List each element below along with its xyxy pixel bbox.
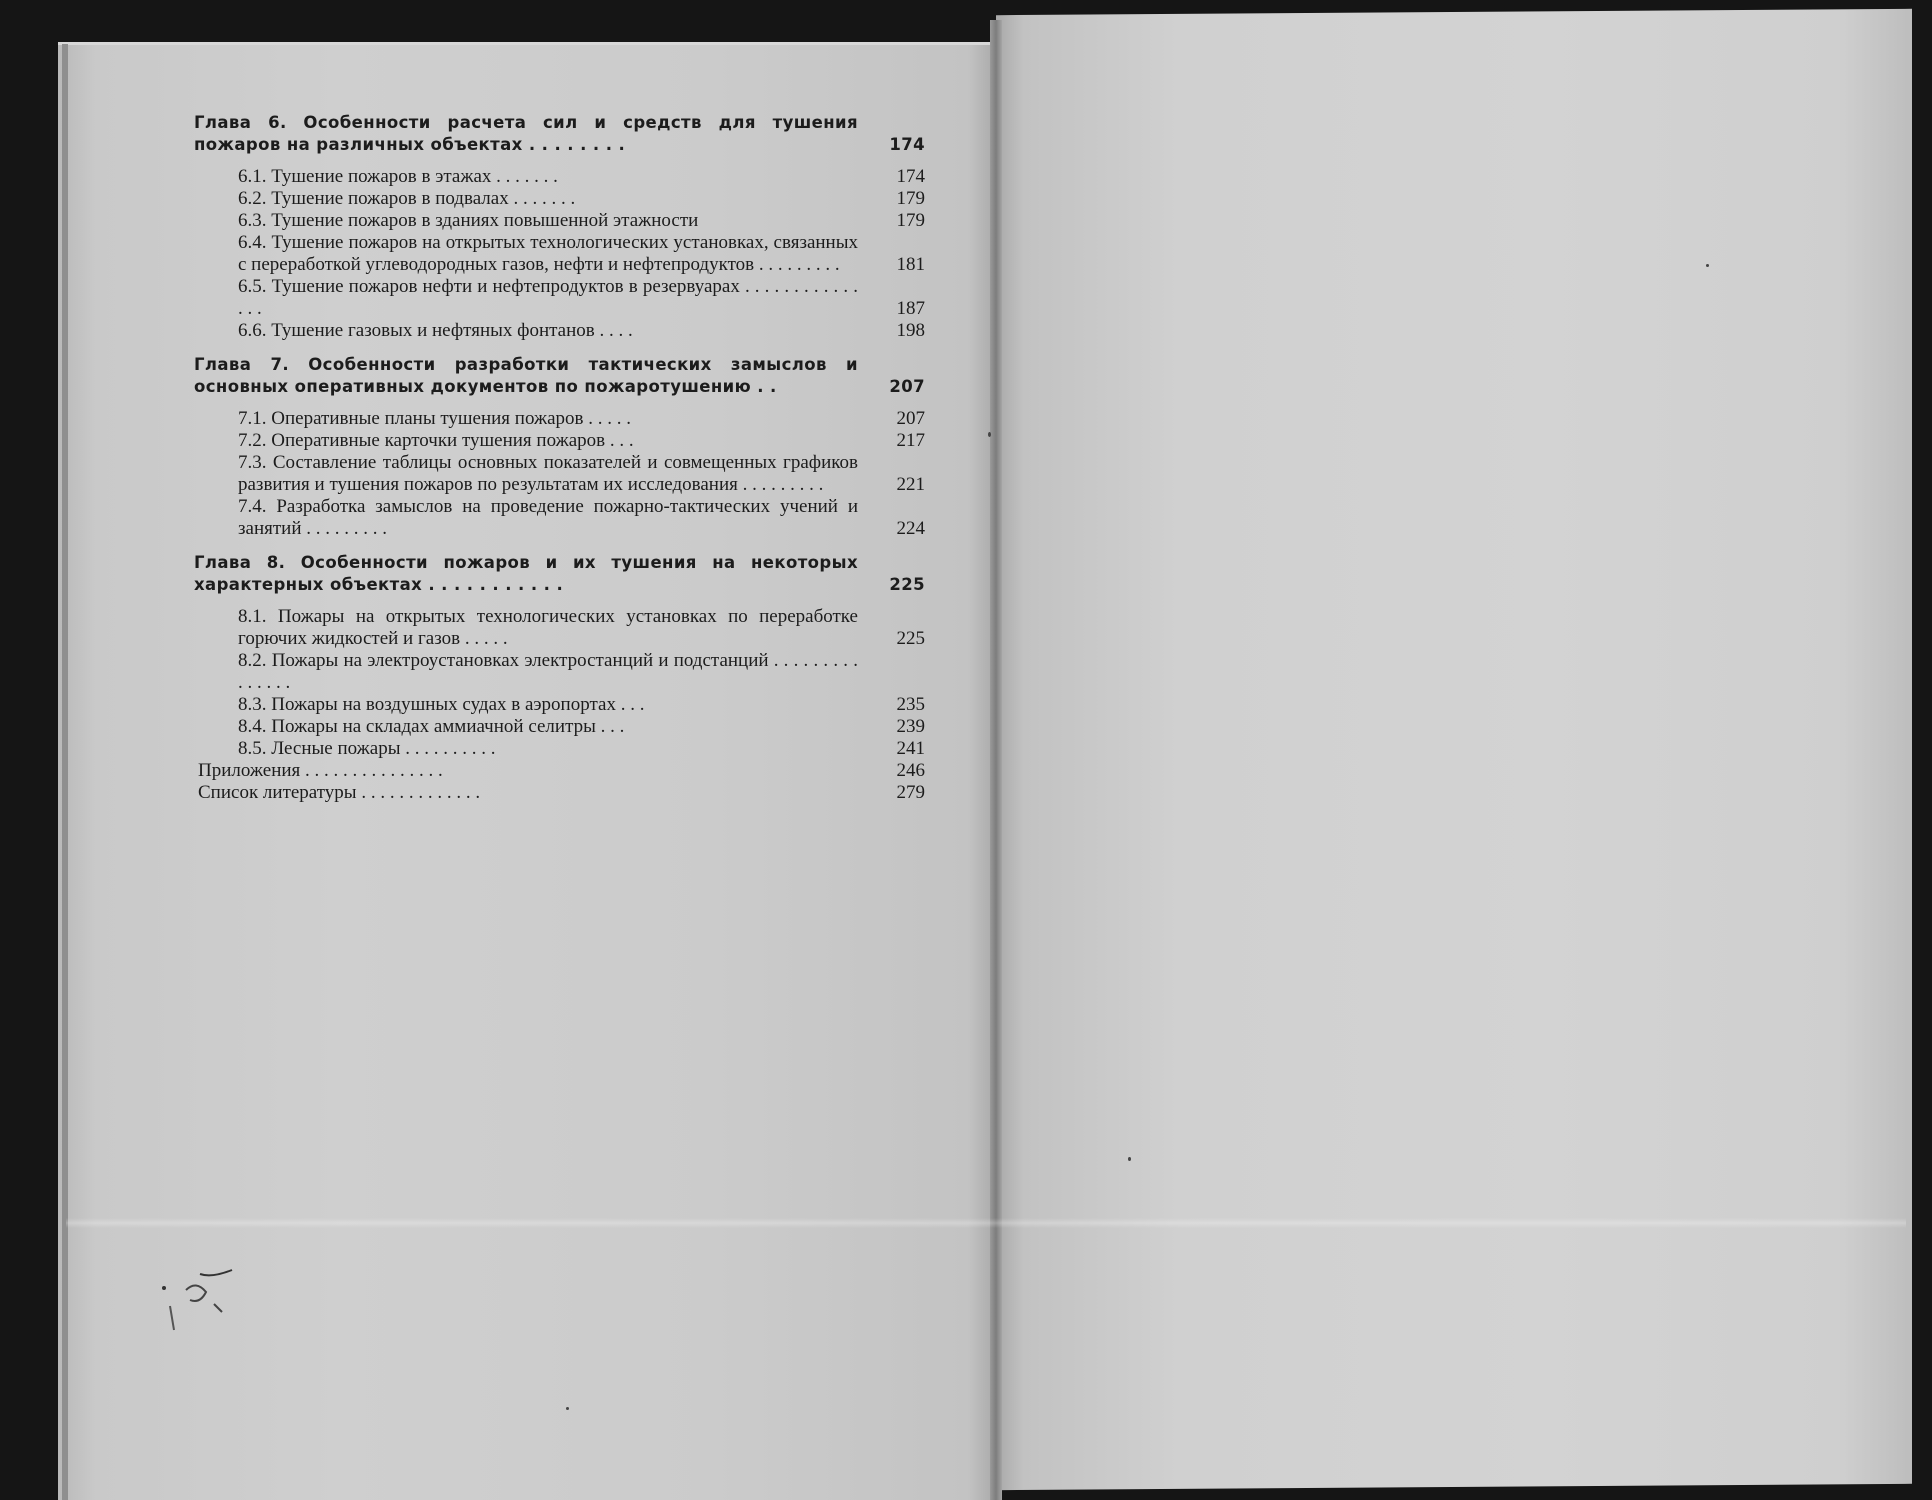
toc-chapter-7[interactable]	[194, 354, 929, 398]
toc-section-6-4[interactable]	[194, 232, 929, 276]
scan-speck	[566, 1407, 569, 1410]
toc-chapter-8[interactable]	[194, 552, 929, 596]
toc-chapter-title: Глава 7. Особенности разработки тактических замыслов и основных оперативных документов по пожаротушению . .	[194, 355, 858, 396]
toc-page-number: 225	[896, 628, 925, 649]
right-page-blank	[996, 9, 1912, 1490]
toc-page-number: 207	[889, 377, 925, 396]
toc-section-7-1[interactable]	[194, 408, 929, 430]
toc-page-number: 279	[896, 782, 925, 803]
toc-section-title: 8.3. Пожары на воздушных судах в аэропортах . . .	[238, 694, 645, 715]
toc-page-number: 224	[896, 518, 925, 539]
toc-page-number: 235	[896, 694, 925, 715]
toc-page-number: 179	[896, 188, 925, 209]
toc-section-8-4[interactable]	[194, 716, 929, 738]
toc-section-title: 8.2. Пожары на электроустановках электростанций и подстанций . . . . . . . . . . . . . . .	[238, 650, 858, 693]
toc-section-title: 8.4. Пожары на складах аммиачной селитры . . .	[238, 716, 625, 737]
scan-fold-band	[66, 1218, 1906, 1228]
book-spine	[990, 20, 1002, 1500]
toc-section-title: 7.2. Оперативные карточки тушения пожаров . . .	[238, 430, 634, 451]
toc-page-number: 198	[896, 320, 925, 341]
page-edge	[62, 44, 68, 1500]
toc-section-6-6[interactable]	[194, 320, 929, 342]
toc-page-number: 239	[896, 716, 925, 737]
toc-page-number: 221	[896, 474, 925, 495]
toc-page-number: 241	[896, 738, 925, 759]
toc-page-number: 217	[896, 430, 925, 451]
toc-section-title: Список литературы . . . . . . . . . . . . .	[198, 782, 481, 803]
toc-page-number: 207	[896, 408, 925, 429]
toc-section-title: 6.1. Тушение пожаров в этажах . . . . . . .	[238, 166, 558, 187]
toc-page-number: 187	[896, 298, 925, 319]
toc-section-7-4[interactable]	[194, 496, 929, 540]
toc-section-8-3[interactable]	[194, 694, 929, 716]
toc-literature[interactable]	[194, 782, 929, 804]
toc-section-title: 6.4. Тушение пожаров на открытых технологических установках, связанных с переработкой углеводородных газов, нефти и нефтепродуктов . . . . . . . . .	[238, 232, 858, 275]
toc-section-6-5[interactable]	[194, 276, 929, 320]
toc-section-6-1[interactable]	[194, 166, 929, 188]
toc-section-title: 6.5. Тушение пожаров нефти и нефтепродуктов в резервуарах . . . . . . . . . . . . . . .	[238, 276, 858, 319]
toc-section-title: 7.4. Разработка замыслов на проведение пожарно-тактических учений и занятий . . . . . . . . .	[238, 496, 858, 539]
table-of-contents	[194, 112, 929, 804]
toc-section-title: 8.5. Лесные пожары . . . . . . . . . .	[238, 738, 496, 759]
scan-speck	[988, 432, 991, 437]
toc-section-title: 8.1. Пожары на открытых технологических установках по переработке горючих жидкостей и газов . . . . .	[238, 606, 858, 649]
toc-section-title: Приложения . . . . . . . . . . . . . . .	[198, 760, 443, 781]
toc-section-8-1[interactable]	[194, 606, 929, 650]
scan-speck	[1128, 1157, 1131, 1161]
toc-page-number: 225	[889, 575, 925, 594]
toc-section-8-2[interactable]	[194, 650, 929, 694]
toc-appendix[interactable]	[194, 760, 929, 782]
toc-chapter-title: Глава 6. Особенности расчета сил и средств для тушения пожаров на различных объектах . . . . . . . .	[194, 113, 858, 154]
toc-section-title: 7.3. Составление таблицы основных показателей и совмещенных графиков развития и тушения пожаров по результатам их исследования . . . . . . . . .	[238, 452, 858, 495]
toc-section-7-3[interactable]	[194, 452, 929, 496]
toc-chapter-title: Глава 8. Особенности пожаров и их тушения на некоторых характерных объектах . . . . . . . . . . .	[194, 553, 858, 594]
toc-page-number: 174	[889, 135, 925, 154]
toc-page-number: 181	[896, 254, 925, 275]
pencil-marks	[150, 1260, 240, 1350]
toc-section-title: 7.1. Оперативные планы тушения пожаров . . . . .	[238, 408, 632, 429]
scan-speck	[1706, 264, 1709, 267]
toc-section-title: 6.2. Тушение пожаров в подвалах . . . . . . .	[238, 188, 576, 209]
toc-page-number: 174	[896, 166, 925, 187]
toc-section-7-2[interactable]	[194, 430, 929, 452]
toc-section-title: 6.3. Тушение пожаров в зданиях повышенной этажности	[238, 210, 699, 231]
toc-section-6-2[interactable]	[194, 188, 929, 210]
toc-section-6-3[interactable]	[194, 210, 929, 232]
toc-section-8-5[interactable]	[194, 738, 929, 760]
toc-page-number: 246	[896, 760, 925, 781]
toc-section-title: 6.6. Тушение газовых и нефтяных фонтанов . . . .	[238, 320, 633, 341]
toc-chapter-6[interactable]	[194, 112, 929, 156]
toc-page-number: 179	[896, 210, 925, 231]
